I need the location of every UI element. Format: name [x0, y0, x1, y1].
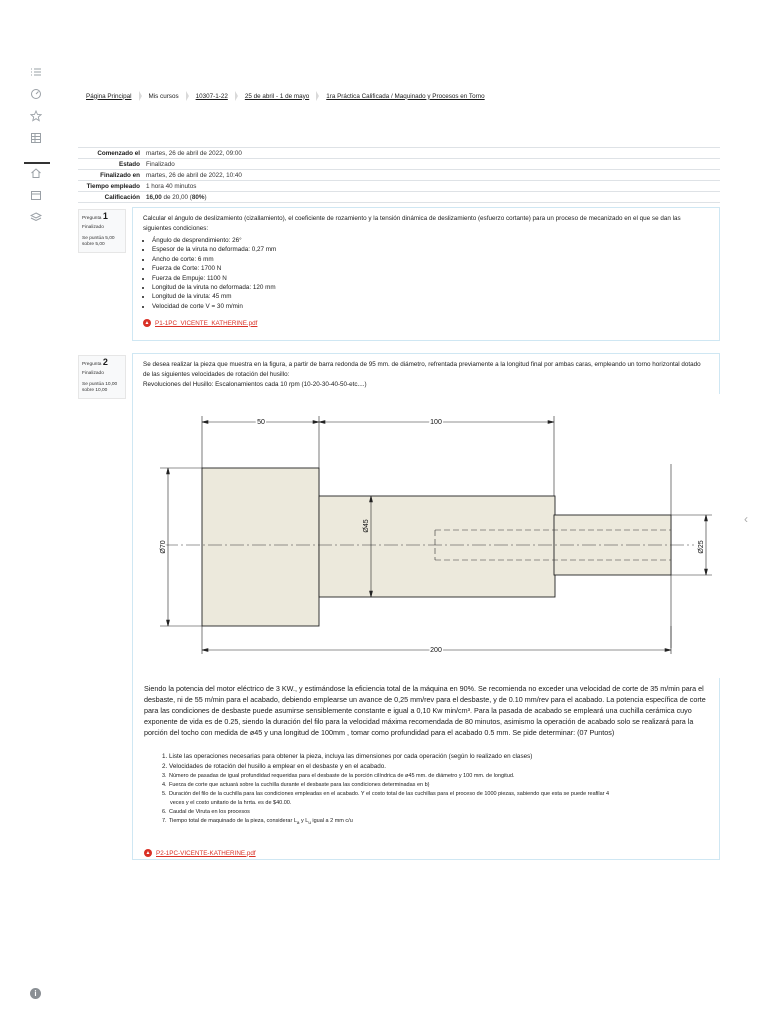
grade-percent: 80% [191, 194, 205, 201]
diameter-25-label: Ø25 [698, 540, 705, 554]
list-item-text: y L [299, 818, 309, 824]
breadcrumb-my-courses-link[interactable]: Mis cursos [148, 92, 179, 100]
grade-score: 16,00 [146, 194, 162, 201]
list-item: • Espesor de la viruta no deformada: 0,27 mm [152, 245, 709, 254]
breadcrumb-separator [235, 91, 238, 101]
shaft-technical-drawing [144, 394, 720, 678]
question-1-text: Calcular el ángulo de deslizamiento (cizallamiento), el coeficiente de rozamiento y la tensión dinámica de deslizamiento (esfuerzo cortante) para un proceso de mecanizado en el que se dan las siguientes condiciones: [143, 215, 681, 232]
list-item-text-continued: veces y el costo unitario de la hrrta. es de $40.00. [170, 800, 292, 806]
breadcrumb [86, 90, 726, 102]
question-state: Finalizado [82, 225, 104, 230]
diameter-45-label: Ø45 [363, 519, 370, 533]
active-indicator [24, 162, 50, 164]
question-2-info [78, 355, 126, 399]
summary-row-time-taken [78, 181, 720, 192]
question-number: 2 [102, 357, 108, 367]
summary-row-completed [78, 170, 720, 181]
attempt-summary-table [78, 147, 720, 203]
list-item: • Longitud de la viruta: 45 mm [152, 292, 709, 301]
list-item-text: Fuerza de corte que actuará sobre la cuchilla durante el desbaste para las condiciones determinadas en b) [169, 782, 430, 788]
list-item-text: Duración del filo de la cuchilla para las condiciones empleadas en el acabado. Y el costo total de las cuchillas para el proceso de 1000 piezas, sabiendo que esta se puede reafilar 4 [169, 791, 610, 797]
breadcrumb-quiz-link[interactable]: 1ra Práctica Calificada / Maquinado y Procesos en Torno [326, 92, 485, 100]
question-state: Finalizado [82, 371, 104, 376]
info-icon[interactable]: i [30, 988, 41, 999]
diameter-70-label: Ø70 [160, 540, 167, 554]
question-2-intro: Se desea realizar la pieza que muestra en la figura, a partir de barra redonda de 95 mm. de diámetro, refrentada previamente a la longitud final por ambas caras, empleando un torno horizontal dotado de las siguientes velocidades de rotación del husillo: [143, 361, 701, 378]
pdf-icon: ▲ [145, 850, 151, 856]
dimension-100-label: 100 [430, 419, 442, 426]
list-item: 5. Duración del filo de la cuchilla para las condiciones empleadas en el acabado. Y el costo total de las cuchillas para el proceso de 1000 piezas, sabiendo que esta se puede reafilar 4 veces y el costo unitario de la hrrta. es de $40.00. [162, 790, 717, 808]
question-2-speeds: Revoluciones del Husillo: Escalonamientos cada 10 rpm (10-20-30-40-50-etc....) [143, 381, 367, 388]
breadcrumb-course-link[interactable]: 10307-1-22 [195, 92, 228, 100]
summary-label: Estado [119, 161, 140, 168]
list-item: 6. Caudal de Viruta en los procesos [162, 809, 250, 815]
list-item: • Longitud de la viruta no deformada: 120 mm [152, 283, 709, 292]
breadcrumb-separator [316, 91, 319, 101]
breadcrumb-week-link[interactable]: 25 de abril - 1 de mayo [244, 92, 310, 100]
star-icon[interactable] [30, 110, 42, 122]
list-item: • Fuerza de Empuje: 1100 N [152, 274, 709, 283]
attachment-link[interactable]: P1-1PC_VICENTE_KATHERINE.pdf [155, 319, 258, 327]
question-number: 1 [102, 211, 108, 221]
dimension-200-label: 200 [430, 647, 442, 654]
subscript-a: a [296, 820, 300, 826]
question-grade-line2: sobre 5,00 [82, 242, 105, 247]
left-nav-rail [0, 0, 72, 1024]
layers-icon[interactable] [30, 211, 42, 223]
question-grade-line2: sobre 10,00 [82, 388, 108, 393]
list-icon[interactable] [30, 66, 42, 78]
breadcrumb-separator [186, 91, 189, 101]
summary-row-started [78, 148, 720, 159]
question-grade-line1: Se puntúa 5,00 [82, 236, 115, 241]
list-item: • Ancho de corte: 6 mm [152, 255, 709, 264]
question-1-content [132, 207, 720, 341]
list-item: 4. Fuerza de corte que actuará sobre la cuchilla durante el desbaste para las condiciones determinadas en b) [162, 782, 430, 788]
pdf-icon: ▲ [144, 320, 150, 327]
list-item: • Velocidad de corte V = 30 m/min [152, 302, 709, 311]
question-1-conditions [152, 236, 709, 311]
question-label: Pregunta [82, 216, 102, 221]
list-item-text: Número de pasadas de igual profundidad requeridas para el desbaste de la porción cilíndrica de ø45 mm. de diámetro y 100 mm. de longitud. [169, 773, 515, 779]
list-item-text: Liste las operaciones necesarias para obtener la pieza, incluya las dimensiones por cada operación (según lo realizado en clases) [169, 753, 533, 760]
list-item: • Fuerza de Corte: 1700 N [152, 264, 709, 273]
summary-value: Finalizado [146, 161, 175, 168]
calendar-icon[interactable] [30, 189, 42, 201]
question-label: Pregunta [82, 362, 102, 367]
question-2-items [162, 752, 717, 827]
summary-value: 1 hora 40 minutos [146, 183, 197, 190]
home-icon[interactable] [30, 167, 42, 179]
list-item: • Ángulo de desprendimiento: 26° [152, 236, 709, 245]
question-1-info [78, 209, 126, 253]
list-item: 3. Número de pasadas de igual profundidad requeridas para el desbaste de la porción cilíndrica de ø45 mm. de diámetro y 100 mm. de longitud. [162, 773, 515, 779]
summary-label: Calificación [104, 194, 140, 201]
attachment-link[interactable]: P2-1PC-VICENTE-KATHERINE.pdf [156, 849, 256, 857]
grade-close: ) [204, 194, 207, 201]
summary-label: Tiempo empleado [86, 183, 140, 190]
dashboard-icon[interactable] [30, 88, 42, 100]
summary-value: martes, 26 de abril de 2022, 09:00 [146, 150, 242, 157]
list-item: 2. Velocidades de rotación del husillo a emplear en el desbaste y en el acabado. [162, 763, 387, 770]
question-2-attachment [144, 849, 256, 857]
list-item-text: Velocidades de rotación del husillo a emplear en el desbaste y en el acabado. [169, 763, 387, 770]
summary-value [140, 192, 207, 202]
question-2-paragraph: Siendo la potencia del motor eléctrico de 3 KW., y estimándose la eficiencia total de la máquina en 90%. Se recomienda no exceder una velocidad de corte de 35 m/min para el desbaste, ni de 55 m/min para el acabado, debiendo emplearse un avance de 0,25 mm/rev para el desbaste, y de 0.10 mm/rev para el acabado. La potencia específica de corte para las condiciones de desbaste puede asumirse sensiblemente constante e igual a 0,10 Kw min/cm³. Para la pasada de acabado se empleará una cuchilla cerámica cuyo exponente de vida es de 0.25, siendo la duración del filo para la velocidad máxima recomendada de 80 minutos, asimismo la operación de acabado solo se realizará para la porción del tocho con medida de ø45 y una longitud de 100mm , tomar como profundidad para el acabado 0.5 mm. Se pide determinar: (07 Puntos) [144, 684, 706, 737]
grades-icon[interactable] [30, 132, 42, 144]
drawer-toggle-chevron-icon[interactable]: ‹ [744, 512, 748, 526]
breadcrumb-separator [139, 91, 142, 101]
question-grade-line1: Se puntúa 10,00 [82, 382, 118, 387]
dimension-50-label: 50 [257, 419, 265, 426]
summary-row-grade [78, 192, 720, 203]
grade-max: de 20,00 ( [161, 194, 192, 201]
list-item-text: Tiempo total de maquinado de la pieza, considerar L [169, 818, 297, 824]
breadcrumb-home-link[interactable]: Página Principal [86, 92, 132, 100]
summary-label: Comenzado el [97, 150, 140, 157]
list-item-text: igual a 2 mm c/u [310, 818, 353, 824]
subscript-u: u [308, 820, 311, 826]
summary-value: martes, 26 de abril de 2022, 10:40 [146, 172, 242, 179]
list-item: 7. Tiempo total de maquinado de la pieza, considerar $L_a$ y $L_u$ igual a 2 mm c/u [162, 818, 353, 826]
summary-row-state [78, 159, 720, 170]
summary-label: Finalizado en [100, 172, 140, 179]
list-item: 1. Liste las operaciones necesarias para obtener la pieza, incluya las dimensiones por cada operación (según lo realizado en clases) [162, 753, 533, 760]
question-1-attachment [143, 319, 709, 327]
list-item-text: Caudal de Viruta en los procesos [169, 809, 250, 815]
